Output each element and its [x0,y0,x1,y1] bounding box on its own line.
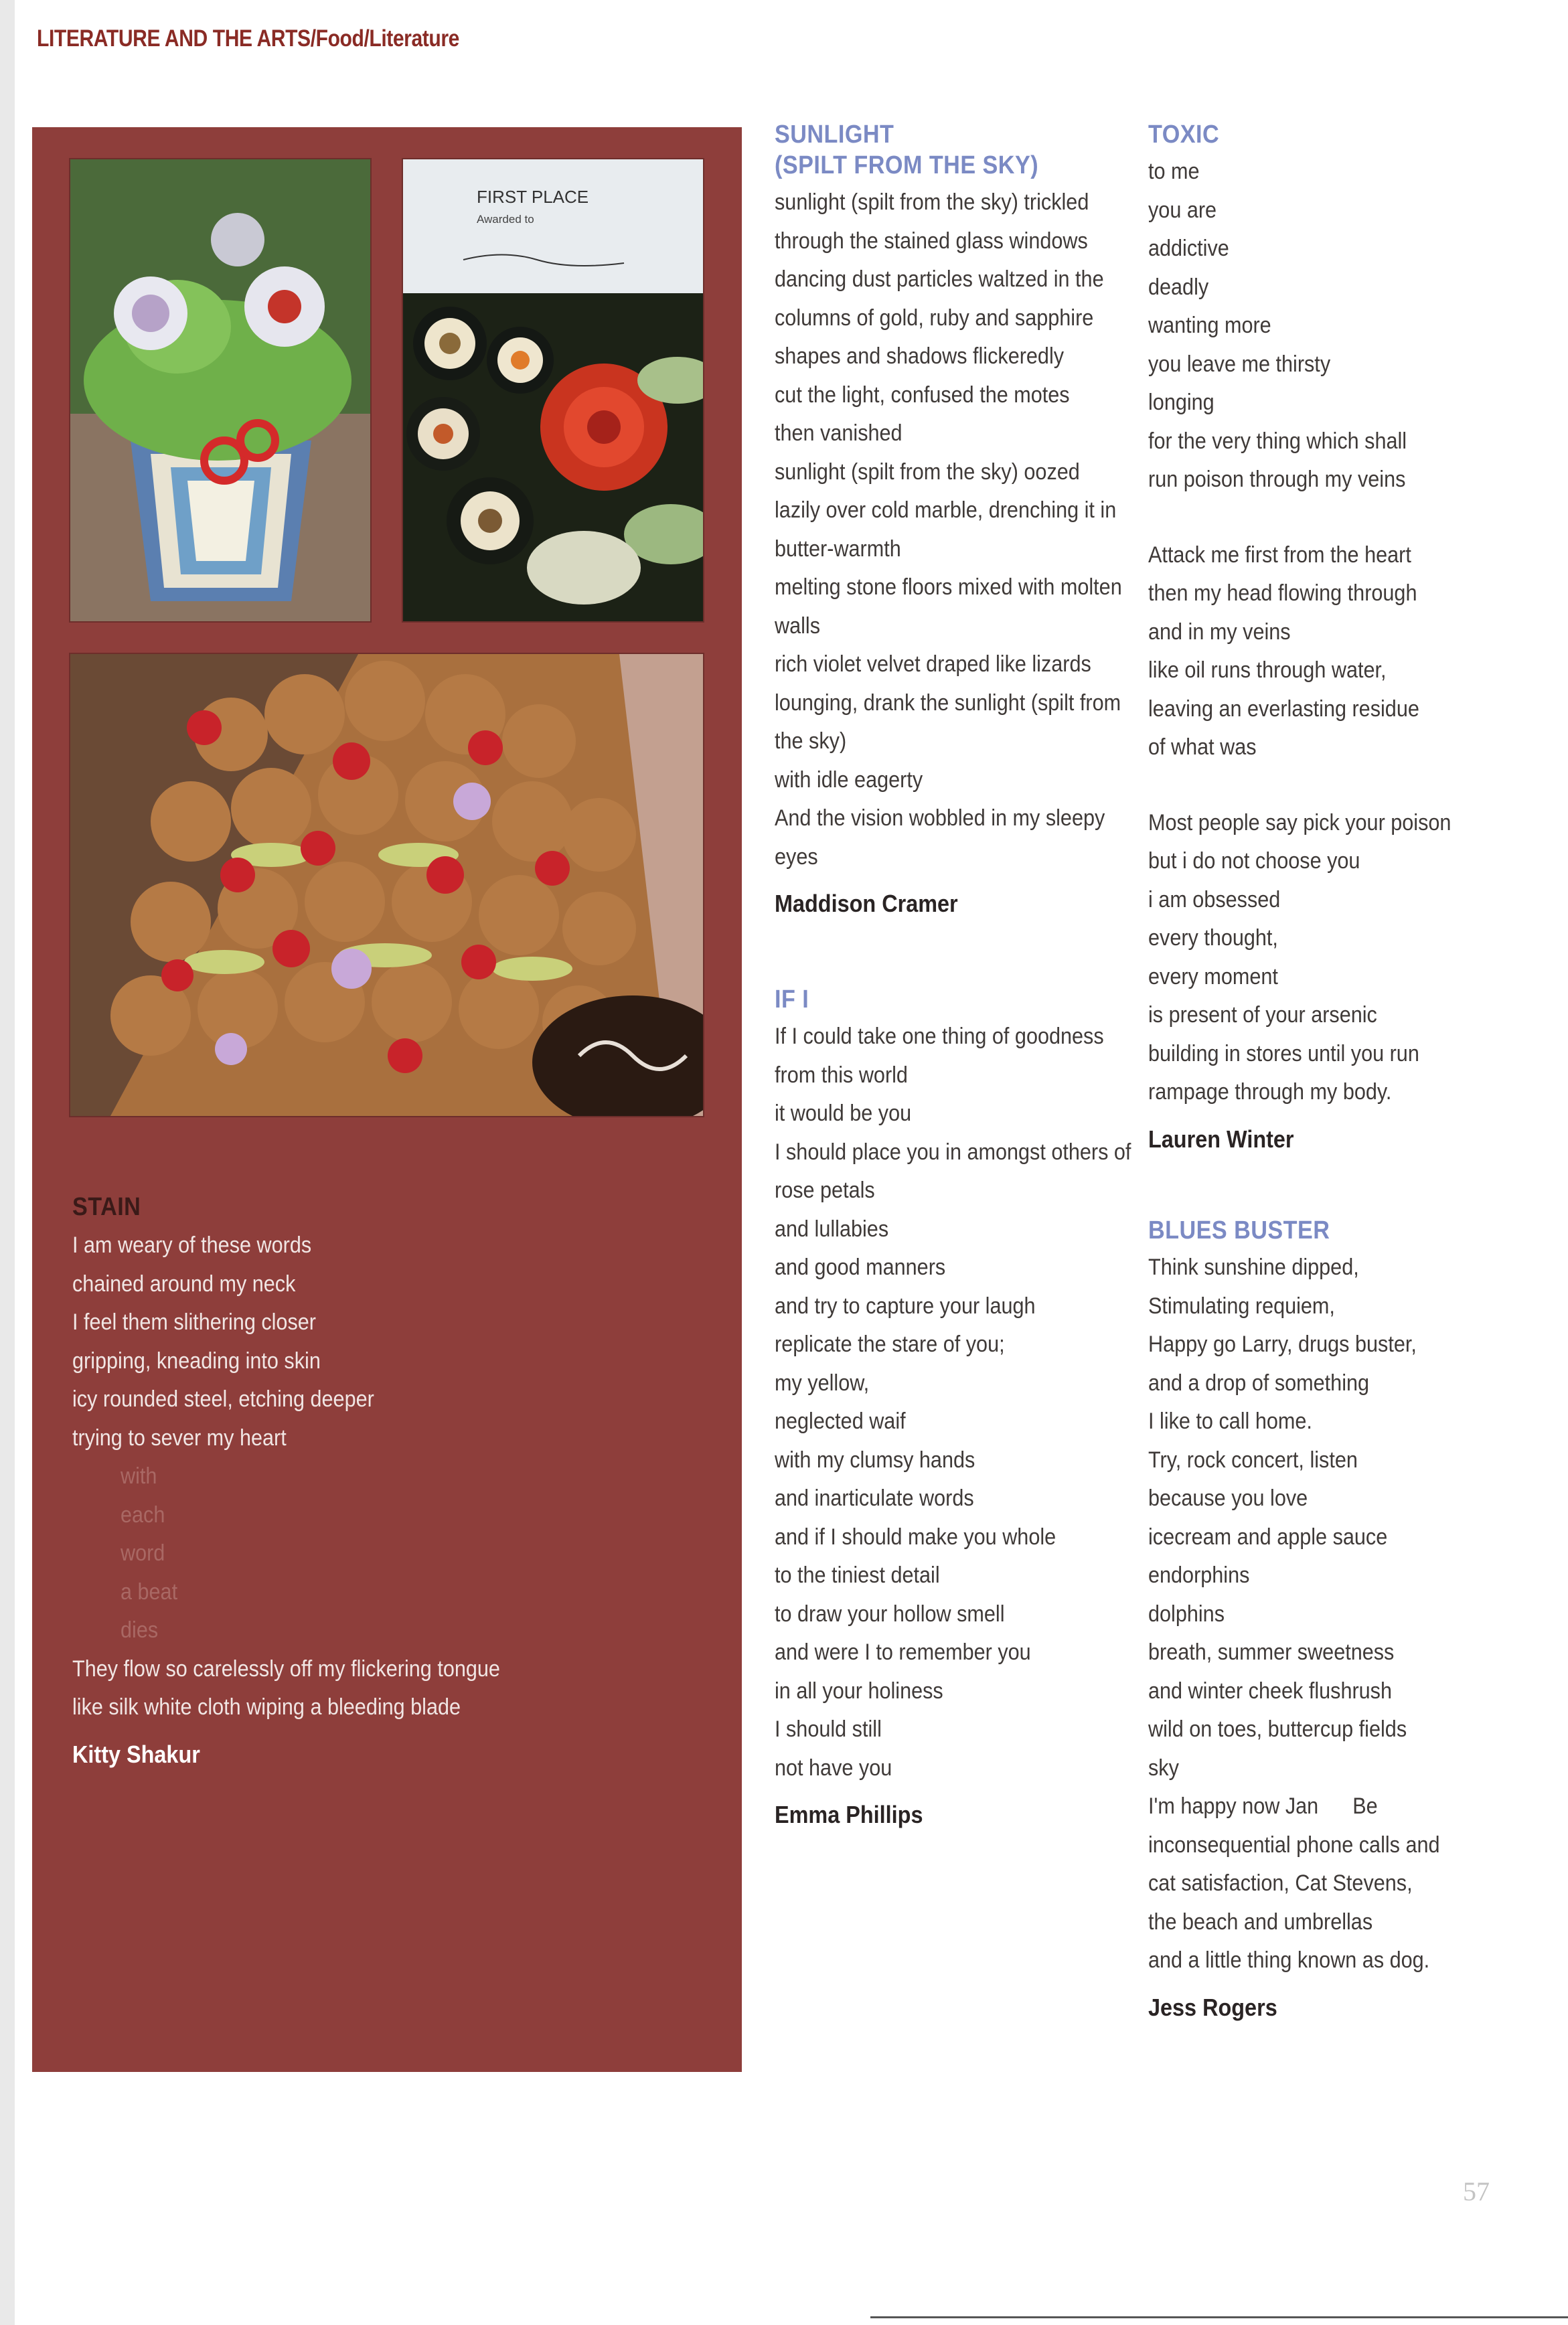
poem-line: and lullabies [775,1216,889,1242]
poem-line: Attack me first from the heart [1148,542,1411,568]
poem-line: through the stained glass windows [775,228,1088,254]
poem-title: STAIN [72,1193,141,1221]
poem-line: you are [1148,197,1217,223]
poem-line: i am obsessed [1148,886,1281,912]
poem-line: and try to capture your laugh [775,1293,1036,1319]
poem-line: and a little thing known as dog. [1148,1947,1430,1973]
poem-line: I like to call home. [1148,1409,1312,1434]
poem-line: Stimulating requiem, [1148,1293,1335,1319]
poem-line: dancing dust particles waltzed in the [775,266,1104,292]
poem-line: columns of gold, ruby and sapphire [775,305,1094,331]
poem-line: If I could take one thing of goodness [775,1024,1104,1049]
poem-line: lazily over cold marble, drenching it in [775,497,1117,523]
poem-line: They flow so carelessly off my flickering tongue [72,1656,500,1682]
poem-line: Most people say pick your poison [1148,809,1452,835]
poem-line: and were I to remember you [775,1639,1031,1665]
poem-line: Happy go Larry, drugs buster, [1148,1332,1417,1357]
poem-line: dolphins [1148,1601,1225,1627]
poem-line: shapes and shadows flickeredly [775,343,1065,369]
poem-line: cat satisfaction, Cat Stevens, [1148,1870,1413,1896]
poem-line-faded: with [121,1463,157,1489]
poem-line: Think sunshine dipped, [1148,1255,1359,1280]
poem-line: chained around my neck [72,1271,296,1297]
poem-line: And the vision wobbled in my sleepy [775,805,1105,831]
poem-line-faded: word [121,1540,165,1566]
poem-line: icecream and apple sauce [1148,1524,1388,1550]
poem-line: and in my veins [1148,619,1291,645]
poem-line: of what was [1148,734,1257,760]
poem-title: SUNLIGHT [775,121,894,149]
poem-line: the sky) [775,728,847,754]
poem-line: and inarticulate words [775,1486,974,1511]
poem-line: I'm happy now Jan Be [1148,1793,1378,1819]
poem-line: rich violet velvet draped like lizards [775,651,1091,677]
poem-body [775,1018,1136,1787]
poem-line: and good manners [775,1255,946,1280]
poem-line: with my clumsy hands [775,1447,975,1473]
poem-line: replicate the stare of you; [775,1332,1005,1357]
poem-line: every thought, [1148,925,1278,951]
poem-line: then vanished [775,420,903,446]
croquembouche-photo [69,653,704,1117]
poem-line: for the very thing which shall [1148,428,1407,454]
poem-line: because you love [1148,1486,1308,1511]
poem-sunlight [775,119,1136,919]
poem-line-faded: dies [121,1617,159,1643]
poem-stanza [1148,804,1510,1112]
poem-line: and if I should make you whole [775,1524,1056,1550]
poem-line: Try, rock concert, listen [1148,1447,1358,1473]
poem-author: Lauren Winter [1148,1125,1294,1153]
poem-author: Jess Rogers [1148,1993,1277,2021]
poem-line: wild on toes, buttercup fields [1148,1716,1407,1742]
poem-line: every moment [1148,963,1278,989]
poem-line: addictive [1148,236,1229,261]
poem-line: gripping, kneading into skin [72,1348,321,1374]
poem-line: sky [1148,1755,1179,1781]
poem-line: butter-warmth [775,536,901,562]
poem-line: in all your holiness [775,1678,943,1704]
poem-title: (SPILT FROM THE SKY) [775,151,1039,179]
poem-line: longing [1148,390,1214,415]
stanza-gap [1148,499,1510,536]
poem-line: lounging, drank the sunlight (spilt from [775,690,1121,716]
poem-author: Maddison Cramer [775,890,958,917]
footer-rule [870,2316,1568,2318]
poem-body [1148,1249,1510,1980]
poem-line: breath, summer sweetness [1148,1639,1395,1665]
poem-line: from this world [775,1062,908,1088]
poem-title: IF I [775,985,809,1014]
poem-line: and a drop of something [1148,1370,1370,1396]
poem-line: I am weary of these words [72,1232,312,1258]
poem-line: I should place you in amongst others of [775,1139,1131,1165]
poem-author: Kitty Shakur [72,1740,200,1768]
poem-line: run poison through my veins [1148,467,1406,492]
poem-body [775,183,1136,876]
stanza-gap [1148,767,1510,804]
poem-line: with idle eagerty [775,767,923,793]
section-header: LITERATURE AND THE ARTS/Food/Literature [37,25,459,52]
sushi-certificate-photo [402,158,704,623]
poem-line: it would be you [775,1101,912,1126]
poem-line: to the tiniest detail [775,1562,940,1588]
poem-line: my yellow, [775,1370,870,1396]
poem-line-faded: each [121,1502,165,1528]
poem-author: Emma Phillips [775,1801,923,1828]
poem-line: is present of your arsenic [1148,1002,1377,1028]
poem-line: then my head flowing through [1148,580,1417,606]
certificate-title: FIRST PLACE [477,187,589,207]
poem-line: melting stone floors mixed with molten [775,574,1122,600]
poem-line: to draw your hollow smell [775,1601,1005,1627]
poem-line: inconsequential phone calls and [1148,1832,1440,1858]
poem-line: the beach and umbrellas [1148,1909,1373,1935]
poem-line: eyes [775,844,818,870]
page-number: 57 [1463,2176,1490,2207]
poem-stain [72,1192,715,1770]
cupcake-bouquet-photo [69,158,372,623]
poem-line: and winter cheek flushrush [1148,1678,1393,1704]
poem-line: deadly [1148,274,1209,300]
poem-line: walls [775,613,821,639]
poem-line: like silk white cloth wiping a bleeding blade [72,1694,461,1720]
poem-line: rose petals [775,1178,875,1203]
poem-line: icy rounded steel, etching deeper [72,1386,374,1412]
poem-blues-buster [1148,1215,1510,2023]
poem-line: like oil runs through water, [1148,657,1387,683]
poem-if-i [775,984,1136,1830]
poem-stanza [1148,536,1510,767]
poem-line: trying to sever my heart [72,1425,287,1451]
poem-line: neglected waif [775,1409,906,1434]
poem-line: not have you [775,1755,892,1781]
poem-line: sunlight (spilt from the sky) oozed [775,459,1080,485]
poem-line: but i do not choose you [1148,848,1360,874]
poem-stanza [1148,153,1510,499]
poem-line: rampage through my body. [1148,1079,1392,1105]
poem-line: endorphins [1148,1562,1250,1588]
poem-line: leaving an everlasting residue [1148,696,1419,722]
certificate-subtitle: Awarded to [477,213,534,226]
poem-line: building in stores until you run [1148,1040,1419,1066]
poem-line: you leave me thirsty [1148,351,1331,377]
poem-toxic [1148,119,1510,1155]
poem-line: cut the light, confused the motes [775,382,1070,408]
poem-line-faded: a beat [121,1579,178,1605]
page-gutter [0,0,15,2325]
poem-title: BLUES BUSTER [1148,1216,1330,1245]
poem-line: I feel them slithering closer [72,1309,316,1335]
poem-line: to me [1148,159,1200,184]
poem-line: I should still [775,1716,882,1742]
poem-line: wanting more [1148,313,1271,338]
poem-body [72,1226,715,1727]
poem-title: TOXIC [1148,121,1220,149]
poem-line: sunlight (spilt from the sky) trickled [775,189,1089,215]
